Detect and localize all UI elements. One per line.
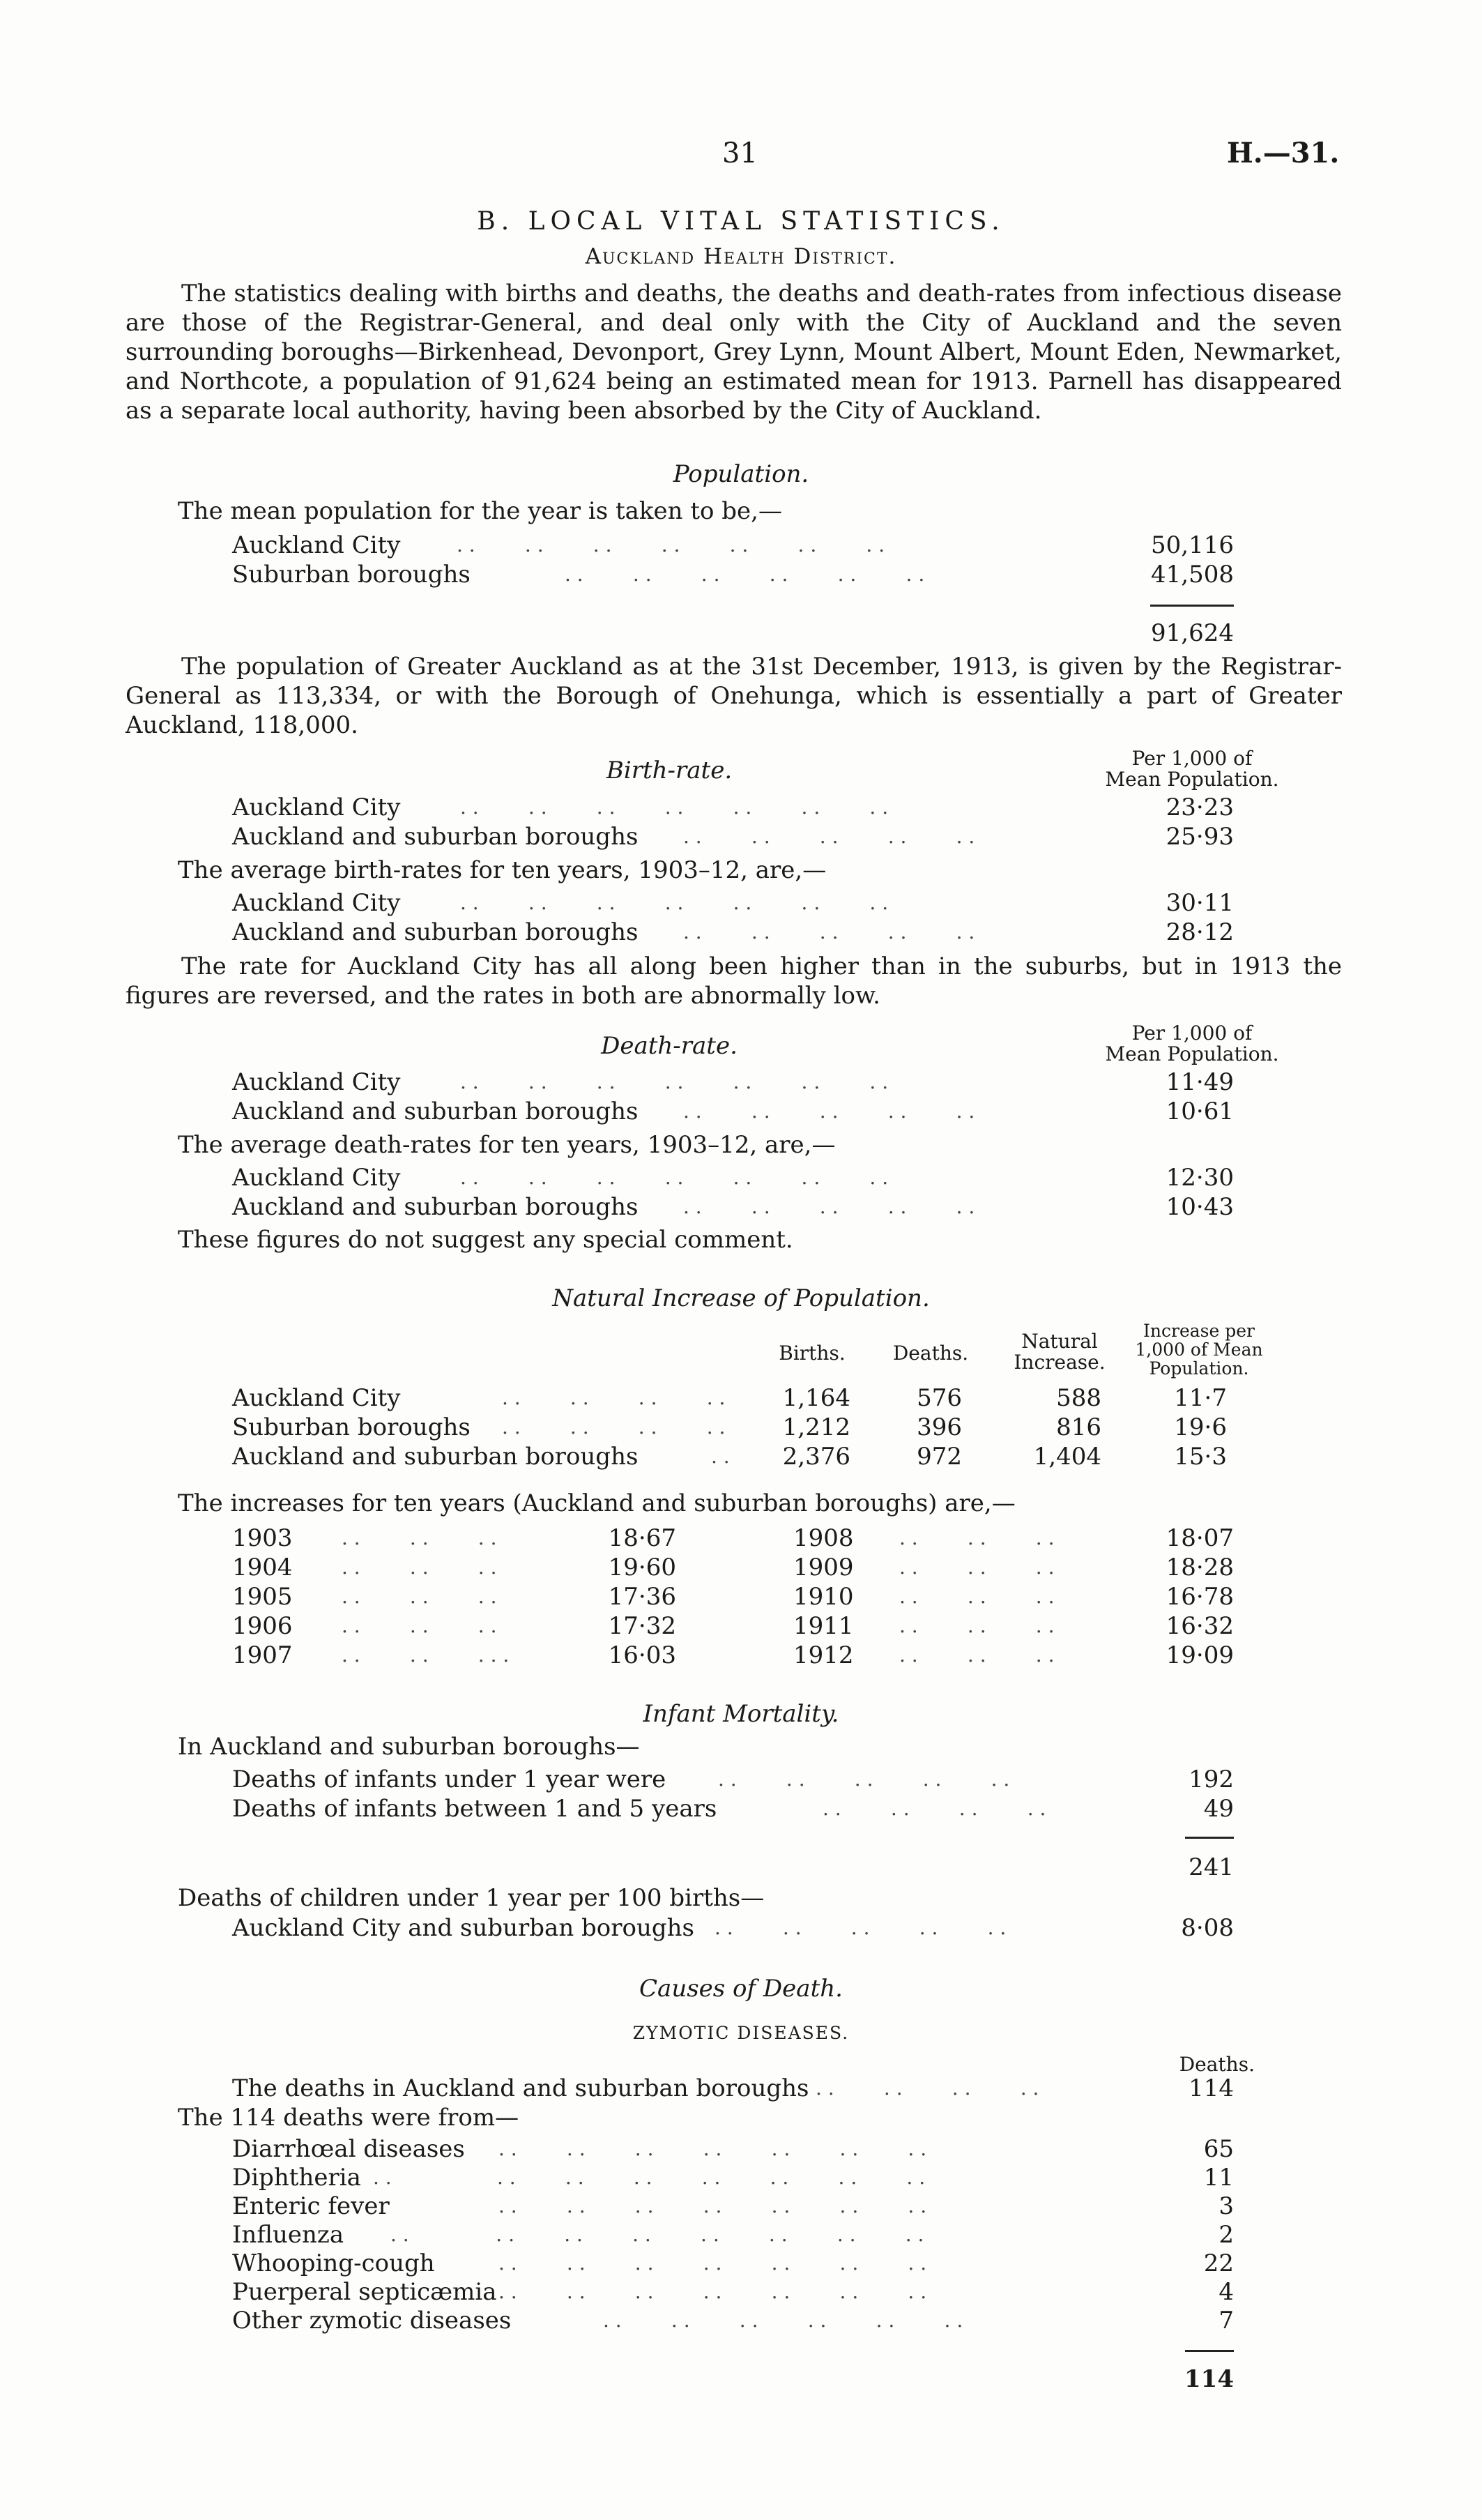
population-row-value: 50,116 (1151, 531, 1234, 559)
col-births: Births. (779, 1342, 846, 1365)
leader-dots: . . . . . . . . . . . . . . (498, 2280, 927, 2303)
birth-rate-row-value: 23·23 (1166, 794, 1234, 821)
sum-rule (1185, 1837, 1234, 1839)
cause-label: Diarrhœal diseases (232, 2135, 465, 2163)
leader-dots: . . . . . . (342, 1614, 497, 1637)
leader-dots: . . . . . . (899, 1614, 1055, 1637)
causes-total-value: 114 (1189, 2074, 1234, 2102)
year-value: 19·09 (1166, 1641, 1234, 1669)
birth-rate-row-value: 25·93 (1166, 823, 1234, 851)
increase-per1000: 11·7 (1174, 1384, 1227, 1412)
section-title: B. LOCAL VITAL STATISTICS. (477, 207, 1005, 236)
infant-per-value: 8·08 (1181, 1914, 1234, 1942)
birth-rate-row-label: Auckland City (232, 794, 401, 821)
cause-label: Whooping-cough (232, 2249, 435, 2277)
col-natural-1: Natural (1021, 1330, 1098, 1353)
population-lead: The mean population for the year is taken to be,— (178, 497, 782, 525)
leader-dots: . . . . . . . . . . . . . . (498, 2194, 927, 2217)
cause-value: 7 (1219, 2307, 1234, 2335)
leader-dots: . . . . . . . . . . . . (603, 2309, 963, 2332)
birth-rate-avg-label: Auckland and suburban boroughs (232, 918, 639, 946)
death-rate-avg-value: 10·43 (1166, 1193, 1234, 1221)
leader-dots: . . . . . . . . . . . . . . (460, 1166, 889, 1189)
infant-mortality-lead: In Auckland and suburban boroughs— (178, 1733, 640, 1761)
infant-total: 241 (1189, 1853, 1234, 1881)
leader-dots: . . . . . . . . . . . . . . . . (390, 2223, 924, 2246)
birth-rate-col-line2: Mean Population. (1105, 768, 1279, 791)
leader-dots: . . . . . . (899, 1556, 1055, 1579)
increase-deaths: 972 (917, 1443, 962, 1471)
intro-paragraph: The statistics dealing with births and deaths, the deaths and death-rates from infectious disease are those of the Registrar-General, and deal only with the City of Auckland and the seven surrounding boroughs—Birkenhead, Devonport, Grey Lynn, Mount Albert, Mount Eden, Newmarket, and Northcote, a population of 91,624 being an estimated mean for 1913. Parnell has disappeared as a separate local authority, having been absorbed by the City of Auckland. (125, 280, 1342, 425)
population-row-label: Auckland City (232, 531, 401, 559)
cause-label: Influenza (232, 2221, 344, 2249)
leader-dots: . . . . . . . . . . (683, 920, 975, 943)
leader-dots: . . . . . . (899, 1644, 1055, 1667)
cause-value: 11 (1203, 2164, 1234, 2192)
death-rate-avg-label: Auckland and suburban boroughs (232, 1193, 639, 1221)
sum-rule (1150, 605, 1234, 607)
increase-natural: 1,404 (1033, 1443, 1101, 1471)
years-lead: The increases for ten years (Auckland and suburban boroughs) are,— (178, 1489, 1016, 1517)
year-value: 18·07 (1166, 1524, 1234, 1552)
leader-dots: . . . . . . . . . . (715, 1916, 1007, 1939)
leader-dots: . . . . . . . . . . . . . . . . (373, 2166, 926, 2189)
leader-dots: . . . . . . . . . . (683, 1195, 975, 1218)
year-label: 1904 (232, 1554, 293, 1581)
population-row-label: Suburban boroughs (232, 561, 471, 589)
col-increase-3: Population. (1149, 1358, 1249, 1379)
document-code: H.—31. (1227, 137, 1340, 169)
col-increase-1: Increase per (1143, 1321, 1255, 1341)
natural-increase-heading: Natural Increase of Population. (552, 1284, 930, 1312)
year-label: 1907 (232, 1641, 293, 1669)
district-heading: Auckland Health District. (585, 244, 897, 269)
infant-mortality-heading: Infant Mortality. (643, 1700, 839, 1728)
birth-rate-avg-value: 30·11 (1166, 889, 1234, 917)
birth-rate-avg-label: Auckland City (232, 889, 401, 917)
death-rate-row-label: Auckland City (232, 1068, 401, 1096)
leader-dots: . . . . . . (342, 1585, 497, 1608)
leader-dots: . . . . . . . . . . . . . . (460, 891, 889, 914)
cause-value: 2 (1219, 2221, 1234, 2249)
population-total: 91,624 (1151, 619, 1234, 647)
year-label: 1909 (793, 1554, 854, 1581)
year-value: 16·78 (1166, 1583, 1234, 1611)
birth-rate-avg-value: 28·12 (1166, 918, 1234, 946)
infant-row-label: Deaths of infants under 1 year were (232, 1766, 666, 1793)
infant-per-label: Auckland City and suburban boroughs (232, 1914, 694, 1942)
col-natural-2: Increase. (1014, 1351, 1106, 1374)
leader-dots: . . . . . . . . . . (683, 1100, 975, 1123)
leader-dots: . . . . . . (342, 1526, 497, 1549)
cause-value: 3 (1219, 2192, 1234, 2220)
increase-births: 1,164 (782, 1384, 850, 1412)
increase-row-label: Suburban boroughs (232, 1413, 471, 1441)
infant-per-lead: Deaths of children under 1 year per 100 births— (178, 1884, 765, 1912)
leader-dots: . . . . . . . . . . (683, 825, 975, 848)
causes-from-lead: The 114 deaths were from— (178, 2104, 519, 2132)
col-deaths-label: Deaths. (1179, 2053, 1255, 2076)
increase-births: 1,212 (782, 1413, 850, 1441)
year-value: 19·60 (608, 1554, 676, 1581)
col-increase-2: 1,000 of Mean (1135, 1339, 1263, 1360)
leader-dots: . . . . . . . (342, 1644, 510, 1667)
increase-natural: 816 (1056, 1413, 1101, 1441)
causes-total-label: The deaths in Auckland and suburban boroughs (232, 2074, 809, 2102)
infant-row-value: 192 (1189, 1766, 1234, 1793)
increase-deaths: 576 (917, 1384, 962, 1412)
birth-rate-note: The rate for Auckland City has all along been higher than in the suburbs, but in 1913 the figures are reversed, and the rates in both are abnormally low. (125, 952, 1342, 1010)
year-label: 1910 (793, 1583, 854, 1611)
death-rate-row-label: Auckland and suburban boroughs (232, 1098, 639, 1125)
leader-dots: . . . . . . . . . . . . . . (498, 2137, 927, 2160)
col-deaths: Deaths. (892, 1342, 969, 1365)
cause-label: Diphtheria (232, 2164, 361, 2192)
cause-label: Enteric fever (232, 2192, 390, 2220)
leader-dots: . . . . . . . . (502, 1415, 726, 1439)
death-rate-note: These figures do not suggest any special comment. (178, 1226, 793, 1254)
leader-dots: . . . . . . (342, 1556, 497, 1579)
death-rate-heading: Death-rate. (601, 1032, 738, 1060)
leader-dots: . . . . . . . . . . . . (565, 563, 925, 586)
cause-label: Other zymotic diseases (232, 2307, 512, 2335)
leader-dots: . . (711, 1445, 730, 1468)
leader-dots: . . . . . . . . . . . . . . (460, 796, 889, 819)
increase-natural: 588 (1056, 1384, 1101, 1412)
year-value: 17·36 (608, 1583, 676, 1611)
death-rate-row-value: 11·49 (1166, 1068, 1234, 1096)
death-rate-avg-value: 12·30 (1166, 1164, 1234, 1192)
death-rate-col-line1: Per 1,000 of (1131, 1022, 1253, 1045)
population-heading: Population. (673, 460, 809, 488)
death-rate-avg-lead: The average death-rates for ten years, 1903–12, are,— (178, 1131, 836, 1159)
greater-auckland-paragraph: The population of Greater Auckland as at the 31st December, 1913, is given by the Registrar-General as 113,334, or with the Borough of Onehunga, which is essentially a part of Greater Auckland, 118,000. (125, 653, 1342, 739)
year-label: 1906 (232, 1612, 293, 1640)
increase-row-label: Auckland and suburban boroughs (232, 1443, 639, 1471)
leader-dots: . . . . . . (899, 1526, 1055, 1549)
year-value: 18·28 (1166, 1554, 1234, 1581)
cause-value: 4 (1219, 2278, 1234, 2306)
increase-births: 2,376 (782, 1443, 850, 1471)
cause-value: 22 (1203, 2249, 1234, 2277)
death-rate-col-line2: Mean Population. (1105, 1042, 1279, 1065)
leader-dots: . . . . . . . . . . . . . . (457, 533, 885, 556)
leader-dots: . . . . . . . . . . . . . . (460, 1070, 889, 1093)
birth-rate-row-label: Auckland and suburban boroughs (232, 823, 639, 851)
year-value: 18·67 (608, 1524, 676, 1552)
leader-dots: . . . . . . . . . . . . . . (498, 2252, 927, 2275)
year-label: 1905 (232, 1583, 293, 1611)
birth-rate-heading: Birth-rate. (606, 757, 733, 784)
year-label: 1908 (793, 1524, 854, 1552)
causes-grand-total: 114 (1184, 2365, 1234, 2393)
cause-label: Puerperal septicæmia (232, 2278, 497, 2306)
infant-row-label: Deaths of infants between 1 and 5 years (232, 1795, 717, 1823)
birth-rate-col-line1: Per 1,000 of (1131, 747, 1253, 770)
death-rate-row-value: 10·61 (1166, 1098, 1234, 1125)
year-label: 1912 (793, 1641, 854, 1669)
death-rate-avg-label: Auckland City (232, 1164, 401, 1192)
leader-dots: . . . . . . . . (823, 1797, 1046, 1820)
leader-dots: . . . . . . (899, 1585, 1055, 1608)
leader-dots: . . . . . . . . (816, 2077, 1039, 2100)
year-value: 16·32 (1166, 1612, 1234, 1640)
leader-dots: . . . . . . . . (502, 1386, 726, 1409)
increase-per1000: 19·6 (1174, 1413, 1227, 1441)
year-value: 17·32 (608, 1612, 676, 1640)
causes-heading: Causes of Death. (639, 1975, 843, 2003)
sum-rule (1185, 2350, 1234, 2352)
year-label: 1903 (232, 1524, 293, 1552)
increase-deaths: 396 (917, 1413, 962, 1441)
infant-row-value: 49 (1203, 1795, 1234, 1823)
increase-per1000: 15·3 (1174, 1443, 1227, 1471)
year-label: 1911 (793, 1612, 854, 1640)
birth-rate-avg-lead: The average birth-rates for ten years, 1903–12, are,— (178, 856, 827, 884)
leader-dots: . . . . . . . . . . (718, 1768, 1010, 1791)
year-value: 16·03 (608, 1641, 676, 1669)
population-row-value: 41,508 (1151, 561, 1234, 589)
zymotic-subheading: ZYMOTIC DISEASES. (632, 2023, 850, 2043)
increase-row-label: Auckland City (232, 1384, 401, 1412)
cause-value: 65 (1203, 2135, 1234, 2163)
page-number: 31 (722, 137, 758, 169)
